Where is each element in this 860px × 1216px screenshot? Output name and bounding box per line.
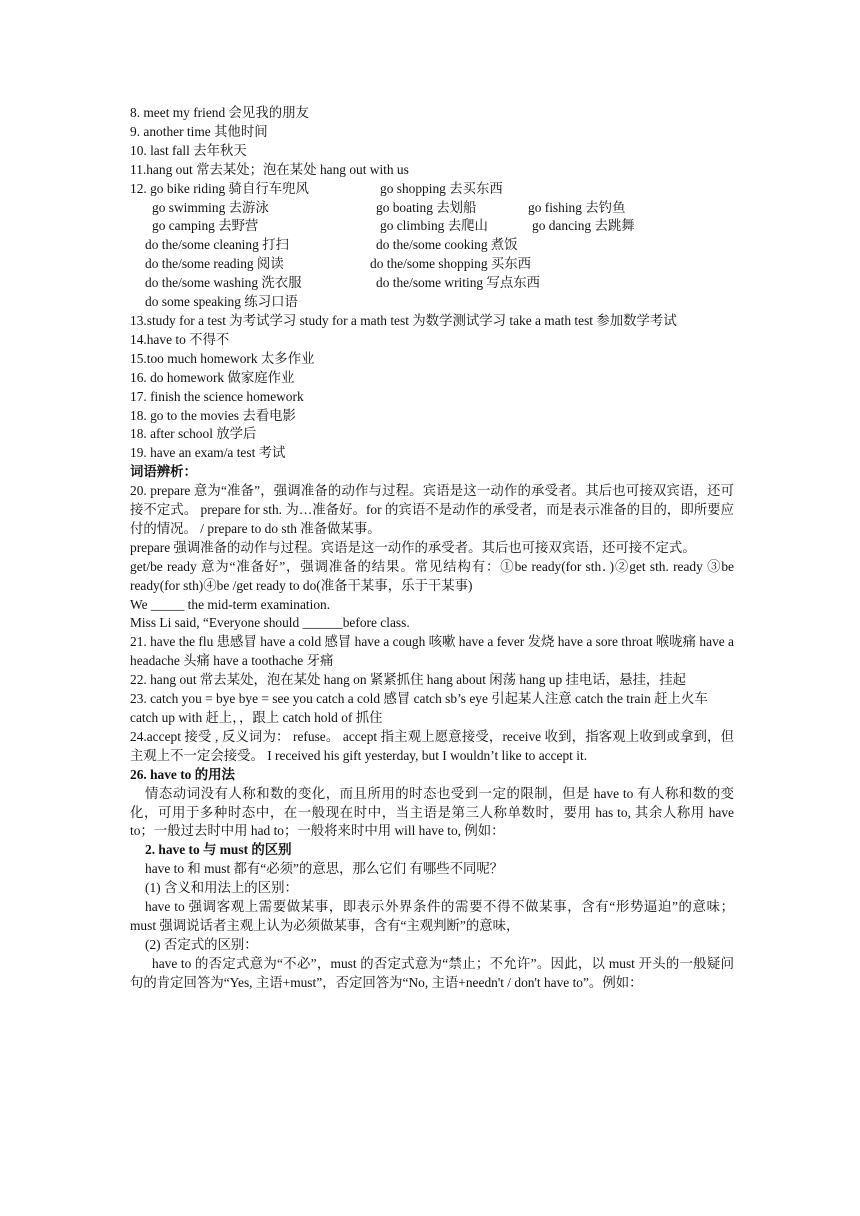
line-17: 17. finish the science homework — [130, 388, 304, 404]
line-12-a: 12. go bike riding 骑自行车兜风 — [130, 180, 309, 196]
line-18b: 18. after school 放学后 — [130, 426, 257, 442]
do-shopping: do the/some shopping 买东西 — [370, 256, 532, 272]
line-12 — [130, 180, 734, 199]
paragraph-21: 21. have the flu 患感冒 have a cold 感冒 have a cough 咳嗽 have a fever 发烧 have a sore throat 喉咙痛 have a headache 头痛 have a toothache 牙痛 — [130, 634, 734, 669]
line-10: 10. last fall 去年秋天 — [130, 142, 247, 158]
go-camping: go camping 去野营 — [152, 218, 259, 234]
do-cooking: do the/some cooking 煮饭 — [376, 237, 518, 253]
do-row-4: do some speaking 练习口语 — [145, 294, 298, 310]
do-washing: do the/some washing 洗衣服 — [145, 275, 302, 291]
line-18a: 18. go to the movies 去看电影 — [130, 407, 296, 423]
line-11: 11.hang out 常去某处；泡在某处 hang out with us — [130, 161, 409, 177]
line-15: 15.too much homework 太多作业 — [130, 350, 315, 366]
go-row-2 — [130, 217, 734, 236]
go-fishing: go fishing 去钓鱼 — [528, 199, 626, 215]
go-boating: go boating 去划船 — [376, 199, 477, 215]
paragraph-22: 22. hang out 常去某处，泡在某处 hang on 紧紧抓住 hang about 闲荡 hang up 挂电话，悬挂，挂起 — [130, 672, 687, 688]
paragraph-2e: have to 的否定式意为“不必”，must 的否定式意为“禁止；不允许”。因此，以 must 开头的一般疑问句的肯定回答为“Yes, 主语+must”，否定回答为“No, 主语+needn't / don't have to”。例如： — [130, 955, 734, 990]
do-row-2 — [130, 255, 734, 274]
paragraph-23: 23. catch you = bye bye = see you catch a cold 感冒 catch sb’s eye 引起某人注意 catch the train 赶上火车 — [130, 691, 708, 707]
document-page — [130, 104, 734, 993]
line-9: 9. another time 其他时间 — [130, 123, 268, 139]
go-swimming: go swimming 去游泳 — [152, 199, 269, 215]
go-row-1 — [130, 199, 734, 218]
paragraph-23-b: catch up with 赶上，，跟上 catch hold of 抓住 — [130, 710, 383, 725]
paragraph-20-prepare: prepare 强调准备的动作与过程。宾语是这一动作的承受者。其后也可接双宾语，还可接不定式。 — [130, 539, 696, 555]
do-row-3 — [130, 274, 734, 293]
exercise-1: We _____ the mid-term examination. — [130, 596, 331, 612]
go-dancing: go dancing 去跳舞 — [532, 218, 635, 234]
paragraph-24: 24.accept 接受 , 反义词为： refuse。 accept 指主观上愿意接受，receive 收到，指客观上收到或拿到，但主观上不一定会接受。 I received his gift yesterday, but I wouldn’t like to accept it. — [130, 728, 734, 763]
paragraph-2a: have to 和 must 都有“必须”的意思，那么它们 有哪些不同呢？ — [145, 861, 504, 877]
paragraph-2b: (1) 含义和用法上的区别： — [145, 880, 298, 896]
line-16: 16. do homework 做家庭作业 — [130, 369, 295, 385]
paragraph-2c: have to 强调客观上需要做某事，即表示外界条件的需要不得不做某事，含有“形势逼迫”的意味；must 强调说话者主观上认为必须做某事，含有“主观判断”的意味， — [130, 899, 734, 933]
do-row-1 — [130, 236, 734, 255]
do-reading: do the/some reading 阅读 — [145, 256, 284, 272]
paragraph-2d: (2) 否定式的区别： — [145, 936, 258, 952]
go-climbing: go climbing 去爬山 — [380, 218, 488, 234]
heading-word-analysis: 词语辨析： — [130, 464, 197, 480]
line-8: 8. meet my friend 会见我的朋友 — [130, 105, 309, 120]
line-13: 13.study for a test 为考试学习 study for a math test 为数学测试学习 take a math test 参加数学考试 — [130, 312, 677, 328]
do-cleaning: do the/some cleaning 打扫 — [145, 237, 289, 253]
heading-have-to-vs-must: 2. have to 与 must 的区别 — [145, 842, 292, 858]
line-14: 14.have to 不得不 — [130, 331, 230, 347]
exercise-2: Miss Li said, “Everyone should ______before class. — [130, 615, 410, 631]
paragraph-26: 情态动词没有人称和数的变化，而且所用的时态也受到一定的限制，但是 have to 有人称和数的变化，可用于多种时态中，在一般现在时中，当主语是第三人称单数时，要用 has to, 其余人称用 have to；一般过去时中用 had to；一般将来时中用 will have to, 例如： — [130, 785, 734, 839]
heading-26: 26. have to 的用法 — [130, 766, 235, 782]
paragraph-20-ready: get/be ready 意为“准备好”，强调准备的结果。常见结构有：①be ready(for sth．)②get sth. ready ③be ready(for sth)④be /get ready to do(准备干某事，乐于干某事) — [130, 558, 734, 593]
line-19: 19. have an exam/a test 考试 — [130, 445, 286, 461]
line-12-b: go shopping 去买东西 — [380, 180, 503, 196]
do-writing: do the/some writing 写点东西 — [376, 275, 541, 291]
paragraph-20: 20. prepare 意为“准备”，强调准备的动作与过程。宾语是这一动作的承受者。其后也可接双宾语，还可接不定式。 prepare for sth. 为…准备好。for 的宾语不是动作的承受者，而是表示准备的目的，即所要应付的情况。 / prepare to do sth 准备做某事。 — [130, 483, 734, 536]
